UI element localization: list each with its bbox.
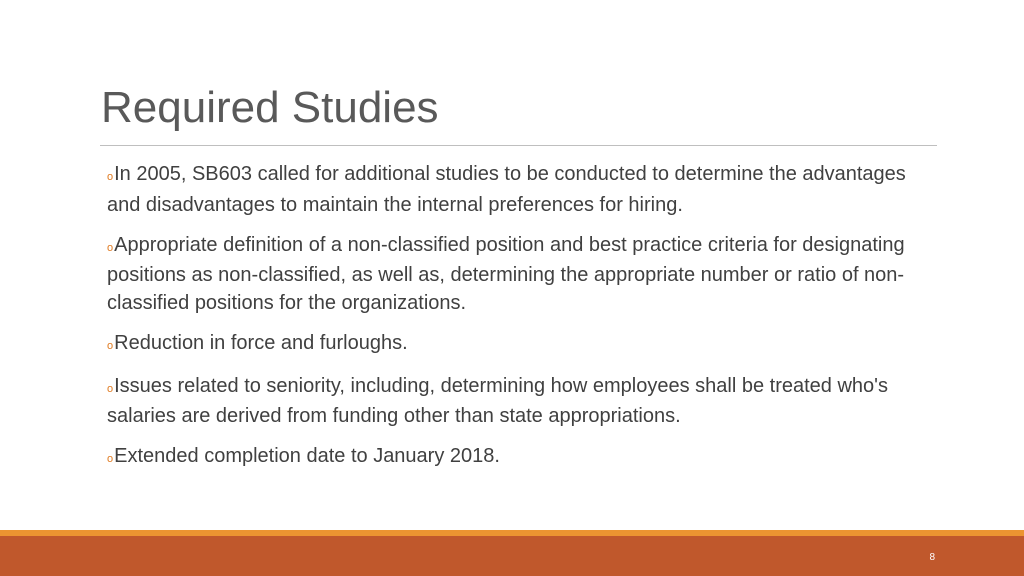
- bullet-marker-icon: o: [107, 382, 114, 395]
- slide-title: Required Studies: [101, 83, 439, 132]
- bullet-text: Appropriate definition of a non-classified position and best practice criteria for designating positions as non-classified, as well as, determining the appropriate number or ratio of non-classified positions for the organizations.: [107, 233, 905, 314]
- bullet-item: [107, 443, 937, 474]
- title-divider: [100, 145, 937, 146]
- bullet-item: [107, 373, 937, 431]
- bullet-marker-icon: o: [107, 453, 114, 465]
- bullet-item: [107, 330, 937, 361]
- bullet-text: In 2005, SB603 called for additional studies to be conducted to determine the advantages and disadvantages to maintain the internal preferences for hiring.: [107, 163, 906, 216]
- bullet-marker-icon: o: [107, 241, 114, 254]
- bullet-item: [107, 232, 937, 318]
- bullet-text: Reduction in force and furloughs.: [114, 331, 408, 354]
- bullet-marker-icon: o: [107, 339, 114, 352]
- bullet-list: [107, 161, 937, 486]
- bullet-marker-icon: o: [107, 171, 114, 183]
- bullet-item: [107, 161, 937, 219]
- slide-number: 8: [929, 552, 935, 563]
- bullet-text: Extended completion date to January 2018.: [114, 445, 500, 467]
- footer-bar: [0, 536, 1024, 576]
- bullet-text: Issues related to seniority, including, determining how employees shall be treated who's salaries are derived from funding other than state appropriations.: [107, 374, 888, 427]
